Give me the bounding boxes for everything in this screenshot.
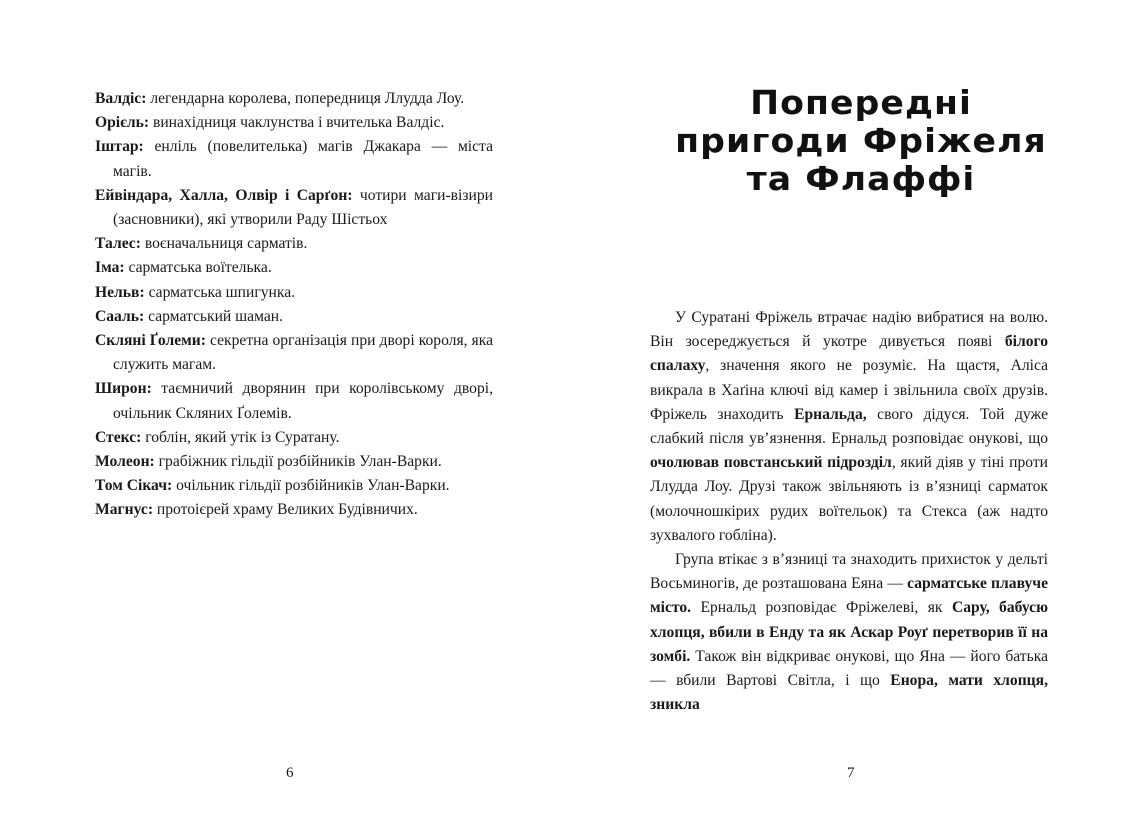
- bold-run: сарматське плавуче місто.: [650, 575, 1048, 617]
- entry-name: Стекс:: [95, 428, 142, 446]
- entry-name: Іштар:: [95, 138, 144, 156]
- text-run: свого дідуся. Той дуже слабкий після ув’язнення. Ернальд розповідає онукові, що: [650, 405, 1049, 448]
- text-run: Також він відкриває онукові, що Яна — його батька — вбили Вартові Світла, і що: [650, 647, 1048, 690]
- entry-name: Орієль:: [95, 114, 150, 132]
- entry-text: сарматська воїтелька.: [124, 259, 272, 277]
- glossary-entry: [95, 474, 493, 498]
- chapter-title: [651, 84, 1071, 198]
- title-line: Попередні: [750, 83, 972, 122]
- title-line: пригоди Фріжеля: [675, 121, 1047, 160]
- glossary-entry: [95, 329, 493, 377]
- bold-run: Ернальда,: [794, 405, 867, 423]
- entry-text: сарматський шаман.: [144, 307, 284, 325]
- entry-name: Нельв:: [95, 283, 145, 301]
- entry-text: секретна організація при дворі короля, яка служить магам.: [113, 332, 493, 374]
- text-run: Група втікає з в’язниці та знаходить прихисток у дельті Восьминогів, де розташована Еяна —: [650, 551, 1048, 593]
- entry-name: Скляні Ґолеми:: [95, 332, 206, 350]
- entry-name: Талес:: [95, 235, 141, 253]
- entry-text: протоієрей храму Великих Будівничих.: [153, 501, 418, 519]
- glossary-entry: [95, 305, 493, 329]
- entry-text: легендарна королева, попередниця Ллудда Лоу.: [146, 90, 465, 107]
- entry-name: Широн:: [95, 380, 152, 398]
- entry-text: таємничий дворянин при королівському дворі, очільник Скляних Ґолемів.: [113, 380, 493, 422]
- paragraph: [650, 306, 1048, 548]
- glossary-entry: [95, 498, 493, 522]
- glossary-entry: [95, 184, 493, 232]
- bold-run: білого спалаху: [650, 333, 1048, 375]
- glossary-entry: [95, 135, 493, 183]
- entry-name: Ейвіндара, Халла, Олвір і Сарґон:: [95, 186, 353, 204]
- entry-name: Валдіс:: [95, 90, 147, 107]
- bold-run: очолював повстанський підрозділ: [650, 454, 892, 472]
- text-run: , який діяв у тіні проти Ллудда Лоу. Друзі також звільняють із в’язниці сарматок (молочношкірих рудих воїтельок) та Стекса (аж надто зухвалого гобліна).: [650, 454, 1048, 544]
- glossary-entry: [95, 87, 493, 111]
- entry-text: чотири маги-візири (засновники), які утворили Раду Шістьох: [113, 186, 493, 229]
- body-text: [650, 306, 1048, 717]
- character-glossary: [95, 87, 493, 523]
- glossary-entry: [95, 377, 493, 425]
- bold-run: Сару, бабусю хлопця, вбили в Енду та як Аскар Роуґ перетворив її на зомбі.: [650, 599, 1048, 665]
- entry-text: сарматська шпигунка.: [144, 283, 296, 301]
- entry-text: гоблін, який утік із Суратану.: [141, 428, 340, 446]
- glossary-entry: [95, 450, 493, 474]
- glossary-entry: [95, 426, 493, 450]
- glossary-entry: [95, 232, 493, 256]
- entry-text: винахідниця чаклунства і вчителька Валдіс.: [149, 114, 445, 132]
- title-line: та Флаффі: [746, 159, 976, 198]
- entry-text: грабіжник гільдії розбійників Улан-Варки.: [154, 453, 442, 471]
- page-number: 7: [847, 765, 855, 781]
- glossary-entry: [95, 111, 493, 135]
- entry-text: енліль (повелителька) магів Джакара — міста магів.: [113, 138, 493, 180]
- glossary-entry: [95, 256, 493, 280]
- entry-name: Іма:: [95, 259, 125, 277]
- text-run: Ернальд розповідає Фріжелеві, як: [691, 599, 952, 617]
- glossary-entry: [95, 281, 493, 305]
- text-run: , значення якого не розуміє. На щастя, Аліса викрала в Хаґіна ключі від камер і звільнила своїх друзів. Фріжель знаходить: [650, 357, 1048, 423]
- entry-name: Том Сікач:: [95, 477, 173, 495]
- right-page: [571, 0, 1142, 827]
- bold-run: Енора, мати хлопця, зникла: [650, 672, 1048, 714]
- paragraph: [650, 548, 1048, 717]
- entry-text: воєначальниця сарматів.: [140, 235, 308, 253]
- entry-name: Молеон:: [95, 453, 155, 471]
- entry-name: Сааль:: [95, 307, 145, 325]
- text-run: У Суратані Фріжель втрачає надію вибратися на волю. Він зосереджується й укотре дивується появі: [650, 309, 1048, 351]
- page-number: 6: [286, 765, 294, 781]
- entry-name: Магнус:: [95, 501, 154, 519]
- entry-text: очільник гільдії розбійників Улан-Варки.: [172, 477, 450, 495]
